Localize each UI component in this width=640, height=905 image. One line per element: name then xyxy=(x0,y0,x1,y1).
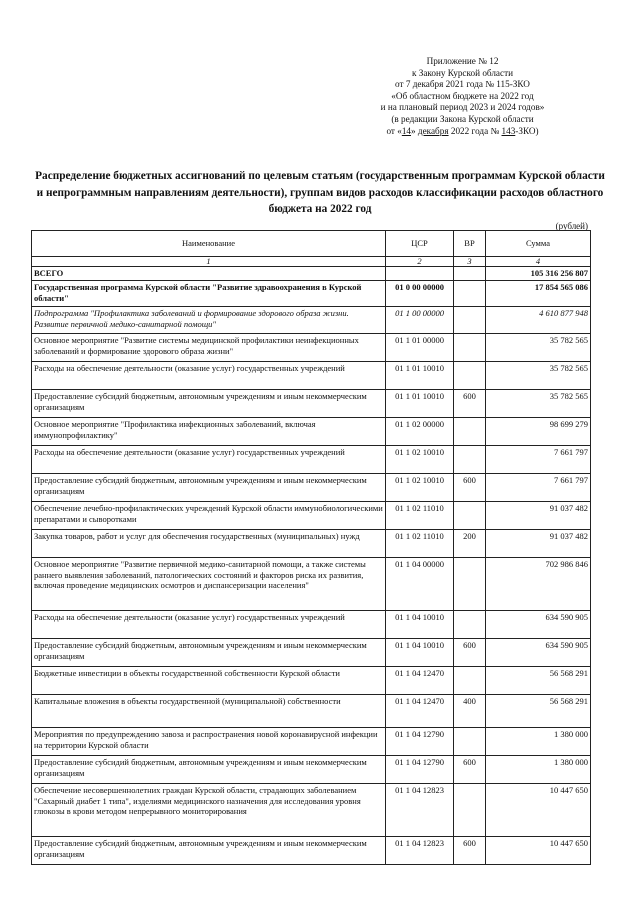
row-name-cell: Предоставление субсидий бюджетным, автономным учреждениям и иным некоммерческим организациям xyxy=(32,474,386,502)
header-csr: ЦСР xyxy=(386,231,454,257)
budget-table xyxy=(31,230,591,865)
table-row xyxy=(32,837,591,865)
row-sum-cell: 56 568 291 xyxy=(486,695,591,728)
row-sum-cell: 7 661 797 xyxy=(486,474,591,502)
table-row xyxy=(32,362,591,390)
row-csr-cell: 01 1 01 10010 xyxy=(386,362,454,390)
row-vr-cell: 400 xyxy=(454,695,486,728)
units-label: (рублей) xyxy=(555,221,588,231)
table-row xyxy=(32,756,591,784)
header-row xyxy=(32,231,591,257)
row-sum-cell: 35 782 565 xyxy=(486,334,591,362)
row-name-cell: Расходы на обеспечение деятельности (оказание услуг) государственных учреждений xyxy=(32,611,386,639)
row-csr-cell: 01 1 04 10010 xyxy=(386,611,454,639)
row-vr-cell xyxy=(454,728,486,756)
row-name-cell: Капитальные вложения в объекты государственной (муниципальной) собственности xyxy=(32,695,386,728)
amendment-sep: » xyxy=(411,125,418,136)
amendment-month: декабря xyxy=(417,125,449,136)
appendix-line: (в редакции Закона Курской области xyxy=(391,113,534,124)
appendix-line: Приложение № 12 xyxy=(426,56,499,66)
table-row xyxy=(32,474,591,502)
row-csr-cell: 01 1 04 12823 xyxy=(386,837,454,865)
row-csr-cell: 01 1 04 12470 xyxy=(386,695,454,728)
appendix-amendment-line xyxy=(360,126,565,138)
row-csr-cell: 01 1 02 10010 xyxy=(386,446,454,474)
row-csr-cell: 01 1 01 10010 xyxy=(386,390,454,418)
amendment-suffix: -ЗКО) xyxy=(515,125,539,136)
table-row xyxy=(32,390,591,418)
row-csr-cell: 01 1 04 12470 xyxy=(386,667,454,695)
row-vr-cell xyxy=(454,334,486,362)
row-csr-cell: 01 1 04 00000 xyxy=(386,558,454,611)
index-cell: 1 xyxy=(32,257,386,267)
row-vr-cell xyxy=(454,446,486,474)
row-vr-cell xyxy=(454,362,486,390)
header-vr: ВР xyxy=(454,231,486,257)
row-sum-cell: 35 782 565 xyxy=(486,390,591,418)
row-name-cell: ВСЕГО xyxy=(32,267,386,281)
table-row xyxy=(32,639,591,667)
index-cell: 3 xyxy=(454,257,486,267)
appendix-line: и на плановый период 2023 и 2024 годов» xyxy=(380,102,545,113)
row-csr-cell: 01 0 00 00000 xyxy=(386,281,454,307)
row-name-cell: Обеспечение лечебно-профилактических учреждений Курской области иммунобиологическими препаратами и сыворотками xyxy=(32,502,386,530)
row-vr-cell: 200 xyxy=(454,530,486,558)
row-csr-cell: 01 1 02 11010 xyxy=(386,502,454,530)
row-vr-cell xyxy=(454,611,486,639)
table-row xyxy=(32,611,591,639)
row-sum-cell: 634 590 905 xyxy=(486,639,591,667)
row-vr-cell xyxy=(454,784,486,837)
row-sum-cell: 7 661 797 xyxy=(486,446,591,474)
row-csr-cell xyxy=(386,267,454,281)
row-csr-cell: 01 1 00 00000 xyxy=(386,307,454,334)
row-vr-cell xyxy=(454,502,486,530)
amendment-number: 143 xyxy=(501,125,516,136)
row-csr-cell: 01 1 04 12790 xyxy=(386,756,454,784)
row-sum-cell: 10 447 650 xyxy=(486,784,591,837)
row-vr-cell xyxy=(454,667,486,695)
row-vr-cell: 600 xyxy=(454,756,486,784)
row-sum-cell: 702 986 846 xyxy=(486,558,591,611)
row-name-cell: Предоставление субсидий бюджетным, автономным учреждениям и иным некоммерческим организациям xyxy=(32,756,386,784)
row-sum-cell: 98 699 279 xyxy=(486,418,591,446)
row-csr-cell: 01 1 02 10010 xyxy=(386,474,454,502)
table-row xyxy=(32,784,591,837)
index-cell: 4 xyxy=(486,257,591,267)
table-row xyxy=(32,334,591,362)
row-sum-cell: 91 037 482 xyxy=(486,502,591,530)
row-sum-cell: 1 380 000 xyxy=(486,756,591,784)
table-row xyxy=(32,502,591,530)
row-name-cell: Расходы на обеспечение деятельности (оказание услуг) государственных учреждений xyxy=(32,362,386,390)
row-name-cell: Основное мероприятие "Развитие первичной медико-санитарной помощи, а также системы раннего выявления заболеваний, патологических состояний и факторов риска их развития, включая проведение медицинских осмотров и диспансеризации населения" xyxy=(32,558,386,611)
row-vr-cell: 600 xyxy=(454,639,486,667)
appendix-block xyxy=(360,56,565,137)
row-vr-cell xyxy=(454,558,486,611)
document-title: Распределение бюджетных ассигнований по целевым статьям (государственным программам Курской области и непрограммным направлениям деятельности), группам видов расходов классификации расходов областного бюджета на 2022 год xyxy=(35,170,605,215)
table-row xyxy=(32,446,591,474)
table-row xyxy=(32,281,591,307)
row-sum-cell: 4 610 877 948 xyxy=(486,307,591,334)
row-name-cell: Предоставление субсидий бюджетным, автономным учреждениям и иным некоммерческим организациям xyxy=(32,390,386,418)
header-sum: Сумма xyxy=(486,231,591,257)
row-sum-cell: 17 854 565 086 xyxy=(486,281,591,307)
amendment-prefix: от « xyxy=(386,125,402,136)
row-csr-cell: 01 1 04 12823 xyxy=(386,784,454,837)
table-row xyxy=(32,695,591,728)
row-name-cell: Закупка товаров, работ и услуг для обеспечения государственных (муниципальных) нужд xyxy=(32,530,386,558)
index-row xyxy=(32,257,591,267)
table-row xyxy=(32,418,591,446)
row-name-cell: Государственная программа Курской области "Развитие здравоохранения в Курской области" xyxy=(32,281,386,307)
appendix-line: «Об областном бюджете на 2022 год xyxy=(391,90,534,101)
row-sum-cell: 56 568 291 xyxy=(486,667,591,695)
table-row xyxy=(32,530,591,558)
amendment-year: 2022 года № xyxy=(448,125,502,136)
header-name: Наименование xyxy=(32,231,386,257)
row-csr-cell: 01 1 02 00000 xyxy=(386,418,454,446)
row-sum-cell: 10 447 650 xyxy=(486,837,591,865)
row-vr-cell: 600 xyxy=(454,390,486,418)
appendix-line: от 7 декабря 2021 года № 115-ЗКО xyxy=(395,79,530,90)
row-name-cell: Бюджетные инвестиции в объекты государственной собственности Курской области xyxy=(32,667,386,695)
table-row xyxy=(32,667,591,695)
row-sum-cell: 35 782 565 xyxy=(486,362,591,390)
row-sum-cell: 91 037 482 xyxy=(486,530,591,558)
row-name-cell: Подпрограмма "Профилактика заболеваний и формирование здорового образа жизни. Развитие первичной медико-санитарной помощи" xyxy=(32,307,386,334)
row-sum-cell: 634 590 905 xyxy=(486,611,591,639)
table-row xyxy=(32,558,591,611)
row-vr-cell xyxy=(454,267,486,281)
appendix-line: к Закону Курской области xyxy=(411,67,514,78)
row-name-cell: Предоставление субсидий бюджетным, автономным учреждениям и иным некоммерческим организациям xyxy=(32,639,386,667)
row-vr-cell xyxy=(454,418,486,446)
row-vr-cell xyxy=(454,307,486,334)
table-row xyxy=(32,267,591,281)
row-vr-cell xyxy=(454,281,486,307)
row-sum-cell: 105 316 256 807 xyxy=(486,267,591,281)
row-name-cell: Основное мероприятие "Развитие системы медицинской профилактики неинфекционных заболеваний и формирование здорового образа жизни" xyxy=(32,334,386,362)
row-csr-cell: 01 1 04 12790 xyxy=(386,728,454,756)
row-name-cell: Основное мероприятие "Профилактика инфекционных заболеваний, включая иммунопрофилактику" xyxy=(32,418,386,446)
index-cell: 2 xyxy=(386,257,454,267)
row-name-cell: Расходы на обеспечение деятельности (оказание услуг) государственных учреждений xyxy=(32,446,386,474)
table-row xyxy=(32,307,591,334)
row-csr-cell: 01 1 01 00000 xyxy=(386,334,454,362)
table-row xyxy=(32,728,591,756)
row-name-cell: Обеспечение несовершеннолетних граждан Курской области, страдающих заболеванием "Сахарный диабет 1 типа", изделиями медицинского назначения для исследования уровня глюкозы в крови методом непрерывного мониторирования xyxy=(32,784,386,837)
row-name-cell: Мероприятия по предупреждению завоза и распространения новой коронавирусной инфекции на территории Курской области xyxy=(32,728,386,756)
row-sum-cell: 1 380 000 xyxy=(486,728,591,756)
amendment-day: 14 xyxy=(401,125,412,136)
row-csr-cell: 01 1 02 11010 xyxy=(386,530,454,558)
row-name-cell: Предоставление субсидий бюджетным, автономным учреждениям и иным некоммерческим организациям xyxy=(32,837,386,865)
row-vr-cell: 600 xyxy=(454,837,486,865)
row-csr-cell: 01 1 04 10010 xyxy=(386,639,454,667)
row-vr-cell: 600 xyxy=(454,474,486,502)
